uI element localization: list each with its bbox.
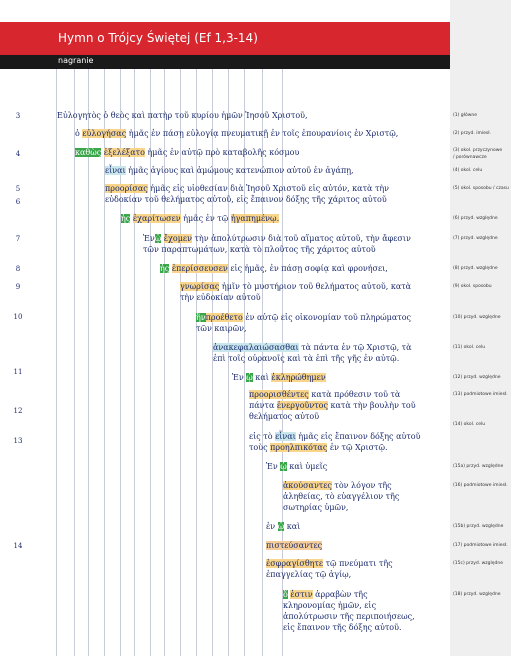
word: ἡμᾶς εἰς υἱοθεσίαν διὰ Ἰησοῦ Χριστοῦ εἰς αὐτόν, κατὰ τὴν (150, 184, 390, 193)
top-strip (0, 0, 511, 22)
title-bar (0, 22, 450, 55)
word: ἡμᾶς ἐν αὐτῷ πρὸ καταβολῆς κόσμου (147, 148, 300, 157)
word: τῷ πνεύματι τῆς (325, 559, 393, 568)
word: ἐν τῷ Χριστῷ. (329, 443, 388, 452)
clause-note: (3) okol. przyczynowe (453, 148, 503, 153)
verb-highlight: γνωρίσας (180, 282, 220, 291)
text-line-11 (213, 343, 412, 353)
clause-note: (9) okol. sposobu (453, 284, 492, 289)
infinitive-highlight: ἀνακεφαλαιώσασθαι (213, 343, 299, 352)
clause-note: (18) przyd. względne (453, 592, 501, 597)
verb-highlight: ἔχομεν (163, 234, 192, 243)
clause-note: (7) przyd. względne (453, 236, 498, 241)
verb-highlight: εὐλογήσας (82, 129, 127, 138)
word: ἀρραβὼν τῆς (315, 590, 368, 599)
text-line-8 (160, 264, 388, 274)
word: εἰς τὸ (249, 432, 273, 441)
recording-bar (0, 55, 450, 69)
clause-note: (15a) przyd. względne (453, 464, 504, 469)
word: ἡμᾶς ἁγίους καὶ ἀμώμους κατενώπιον αὐτοῦ ἐν ἀγάπῃ, (128, 166, 354, 175)
verb-highlight: ἐχαρίτωσεν (132, 214, 181, 223)
word: κατὰ πρόθεσιν τοῦ τὰ (311, 390, 401, 399)
word: πάντα (249, 401, 275, 410)
text-line-9 (180, 282, 411, 292)
word: ἡμᾶς ἐν πάσῃ εὐλογίᾳ πνευματικῇ ἐν τοῖς ἐπουρανίοις ἐν Χριστῷ, (128, 129, 399, 138)
conjunction-highlight: καθὼς (75, 148, 102, 157)
verse-number: 10 (13, 313, 23, 321)
verse-number: 12 (13, 407, 23, 415)
relative-highlight: ᾧ (280, 462, 287, 471)
verse-number: 13 (13, 437, 23, 445)
word: Ἐν (143, 234, 155, 243)
verse-number: 5 (15, 185, 21, 193)
relative-highlight: ᾧ (246, 373, 253, 382)
verb-highlight: ἐπερίσσευσεν (171, 264, 228, 273)
text-line-12 (232, 373, 326, 383)
clause-note: (11) okol. celu (453, 345, 486, 350)
word: καὶ ὑμεῖς (289, 462, 328, 471)
text-line-1: Εὐλογητὸς ὁ θεὸς καὶ πατὴρ τοῦ κυρίου ἡμῶν Ἰησοῦ Χριστοῦ, (57, 111, 308, 120)
verse-number: 7 (15, 235, 21, 243)
clause-note: (10) przyd. względne (453, 315, 501, 320)
word: ἡμῖν τὸ μυστήριον τοῦ θελήματος αὐτοῦ, κατὰ (221, 282, 412, 291)
relative-highlight: ἧς (160, 264, 170, 273)
relative-highlight: ἧς (121, 214, 131, 223)
word: ἐν αὐτῷ εἰς οἰκονομίαν τοῦ πληρώματος (245, 313, 412, 322)
text-line-9b: τὴν εὐδοκίαν αὐτοῦ (180, 293, 261, 302)
text-line-15 (266, 462, 327, 472)
verb-highlight: ἀκούσαντες (283, 481, 332, 490)
text-line-13b (249, 401, 416, 411)
word: τὰ πάντα ἐν τῷ Χριστῷ, τὰ (301, 343, 412, 352)
clause-note: (8) przyd. względne (453, 266, 498, 271)
text-line-4 (105, 166, 354, 176)
word: Ἐν (266, 462, 278, 471)
clause-note: (1) główne (453, 113, 477, 118)
text-line-2 (75, 129, 398, 139)
text-line-10 (196, 313, 411, 323)
verse-number: 11 (13, 368, 23, 376)
verse-number: 9 (15, 283, 21, 291)
word: εἰς ἡμᾶς, ἐν πάσῃ σοφίᾳ καὶ φρονήσει, (230, 264, 388, 273)
clause-note: (5) okol. sposobu / czasu (453, 186, 509, 191)
text-line-13c: θελήματος αὐτοῦ (249, 412, 320, 421)
guide-line (56, 69, 57, 656)
text-line-13 (249, 390, 400, 400)
verb-highlight: προορισθέντες (249, 390, 309, 399)
clause-note: (6) przyd. względne (453, 216, 498, 221)
word: ἐν (266, 522, 276, 531)
relative-highlight: ᾧ (154, 234, 162, 243)
text-line-3 (75, 148, 299, 158)
text-line-16b: ἀληθείας, τὸ εὐαγγέλιον τῆς (283, 492, 400, 501)
word: ἡμᾶς εἰς ἔπαινον δόξης αὐτοῦ (298, 432, 421, 441)
text-line-18 (266, 541, 322, 551)
verse-number: 6 (15, 198, 21, 206)
word: ὁ (75, 129, 80, 138)
infinitive-highlight: εἶναι (105, 166, 126, 175)
verb-highlight: προορίσας (105, 184, 148, 193)
text-line-10b: τῶν καιρῶν, (196, 324, 247, 333)
text-line-7b: τῶν παραπτωμάτων, κατὰ τὸ πλοῦτος τῆς χάριτος αὐτοῦ (143, 245, 376, 254)
verb-highlight: πιστεύσαντες (266, 541, 323, 550)
verb-highlight: προηλπικότας (270, 443, 328, 452)
clause-note: (13) podmiotowe imiesł. (453, 392, 508, 397)
text-line-20c: ἀπολύτρωσιν τῆς περιποιήσεως, (283, 612, 415, 621)
clause-note: (15b) przyd. względne (453, 524, 504, 529)
text-line-16c: σωτηρίας ὑμῶν, (283, 503, 349, 512)
word: Ἐν (232, 373, 244, 382)
word: κατὰ τὴν βουλὴν τοῦ (330, 401, 416, 410)
verse-number: 3 (15, 112, 21, 120)
verb-highlight: ἠγαπημένῳ. (230, 214, 280, 223)
text-line-5b: εὐδοκίαν τοῦ θελήματος αὐτοῦ, εἰς ἔπαινον δόξης τῆς χάριτος αὐτοῦ (105, 195, 387, 204)
notes-column (450, 0, 511, 656)
word: τοὺς (249, 443, 268, 452)
text-line-5 (105, 184, 389, 194)
text-line-19b: ἐπαγγελίας τῷ ἁγίῳ, (266, 570, 352, 579)
text-line-20 (283, 590, 368, 600)
text-line-14b (249, 443, 388, 453)
clause-note: (12) przyd. względne (453, 375, 501, 380)
verb-highlight: ἐνεργοῦντος (276, 401, 328, 410)
clause-note: (15c) przyd. względne (453, 561, 503, 566)
verb-highlight: ἐκληρώθημεν (271, 373, 326, 382)
text-line-16 (283, 481, 392, 491)
text-line-6 (121, 214, 279, 224)
clause-note: (2) przyd. imiesł. (453, 131, 491, 136)
relative-highlight: ἣν (196, 313, 206, 322)
verse-number: 8 (15, 265, 21, 273)
text-line-7 (143, 234, 411, 244)
relative-highlight: ὅ (283, 590, 288, 599)
text-line-20d: εἰς ἔπαινον τῆς δόξης αὐτοῦ. (283, 623, 402, 632)
text-line-19 (266, 559, 393, 569)
text-line-20b: κληρονομίας ἡμῶν, εἰς (283, 601, 377, 610)
clause-note: (16) podmiotowe imiesł. (453, 483, 508, 488)
text-line-11b: ἐπὶ τοῖς οὐρανοῖς καὶ τὰ ἐπὶ τῆς γῆς ἐν αὐτῷ. (213, 354, 400, 363)
verb-highlight: ἐστιν (290, 590, 313, 599)
clause-note: (14) okol. celu (453, 422, 486, 427)
recording-link[interactable]: nagranie (58, 56, 94, 65)
verse-number: 4 (15, 150, 21, 158)
verb-highlight: ἐσφραγίσθητε (266, 559, 324, 568)
verb-highlight: ἐξελέξατο (103, 148, 145, 157)
text-line-17 (266, 522, 300, 532)
relative-highlight: ᾧ (277, 522, 285, 531)
verb-highlight: προέθετο (205, 313, 243, 322)
word: καὶ (286, 522, 301, 531)
clause-note: (4) okol. celu (453, 168, 483, 173)
page-title: Hymn o Trójcy Świętej (Ef 1,3-14) (58, 31, 258, 45)
clause-note: (17) podmiotowe imiesł. (453, 543, 508, 548)
clause-note: / porównawcze (453, 155, 487, 160)
verse-number: 14 (13, 542, 23, 550)
word: τὸν λόγον τῆς (334, 481, 392, 490)
word: τὴν ἀπολύτρωσιν διὰ τοῦ αἵματος αὐτοῦ, τὴν ἄφεσιν (194, 234, 411, 243)
infinitive-highlight: εἶναι (275, 432, 296, 441)
word: καὶ (255, 373, 269, 382)
word: ἡμᾶς ἐν τῷ (183, 214, 229, 223)
text-line-14 (249, 432, 420, 442)
